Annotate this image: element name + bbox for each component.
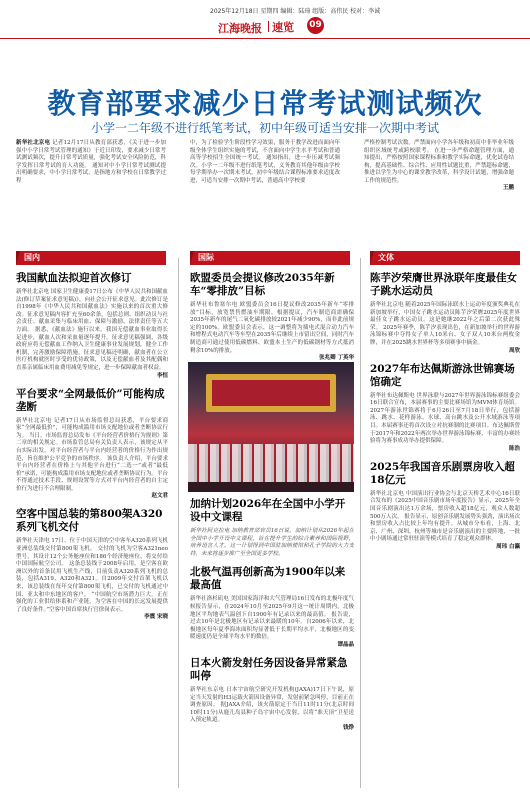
international-bottom: [190, 498, 354, 796]
culture-column: [370, 272, 520, 796]
lead-text-2: 中，为了检验学生阶段性学习效果，服务于教学改进而面向年级全体学生组织实施的考试，不含面向中学生水平考试和普通高等学校招生全国统一考试。 通知指出，进一步压减考试频次。小学一二年级不进行纸笔考试，义务教育其他年级由学校每学期举办一次期末考试，初中年级结合课程标准要求适度改进，可适当安排一次期中考试，普通高中学校要: [190, 140, 340, 184]
lead-column-1: [16, 140, 166, 185]
domestic-column: [16, 272, 168, 796]
article-title: 2025年我国音乐剧票房收入超18亿元: [370, 460, 515, 486]
article: [190, 498, 354, 558]
article-author: 赵文君: [151, 493, 168, 500]
article-author: 钱铮: [342, 724, 354, 731]
article-title: 我国献血法拟迎首次修订: [16, 272, 132, 284]
article-body: 新华社北京电 记者17日从市场监督总局获悉，平台要求商家“全网最低价”，可能构成滥用市场支配地位或者垄断协议行为。 当日，市场监督总局发布《平台经营者价格行为规则》第二章的相关规定。市场监管总局有关负责人表示，该规定从平台实际出发，对平台经营者与平台内经营者的价格行为作出规范，旨在维护公平竞争的市场秩序。 该负责人介绍，平台要求平台内经营者在价格上与其他平台进行“二选一”或者“最低价”承诺，可能构成滥用市场支配地位或者垄断协议行为。平台不得通过技术手段、规则设置等方式对平台内经营者的自主定价行为进行不合理限制。: [16, 417, 168, 492]
article-body: 新华社布达佩斯电 世界泳联与2027年世界游泳锦标赛组委会16日联合宣布，本届赛事的主要比赛场馆为MVM体育场馆。 2027年游泳世锦赛将于6月26日至7月18日举行，包括游泳、跳水、花样游泳、水球、高台跳水及公开水域游泳等项目。本届赛事还将首次设立对抗赛制的比赛项目。布达佩斯曾于2017年和2022年两次举办世界游泳锦标赛，丰富的办赛经验将为赛事成功举办提供保障。: [370, 392, 520, 445]
section-bar-culture: [370, 251, 520, 265]
article-author: 张兆卿 丁英华: [319, 355, 354, 362]
article-author: 谭晶晶: [337, 641, 354, 648]
article-author: 陈浩: [508, 445, 520, 452]
article-body: 新华社洛杉矶电 美国国家海洋和大气管理局16日发布的北极年度气候报告显示，在2024年10月至2025年9月这一统计周期内，北极地区平均地表气温创下自1900年有记录以来的最高值。 报告说，过去10年是北极地区有记录以来最暖的10年。自2006年以来，北极地区每年夏季海冰面积均显著低于长期平均水平，北极地区的变暖速度仍是全球平均水平的数倍。: [190, 596, 354, 641]
lead-subhead: 小学一二年级不进行纸笔考试，初中年级可适当安排一次期中考试: [90, 121, 439, 135]
article-title: 加纳计划2026年在全国中小学开设中文课程: [190, 498, 346, 523]
article-title: 日本火箭发射任务因设备异常紧急叫停: [190, 656, 348, 682]
article: [16, 508, 168, 621]
lead-text-1: 记者12月17日从教育部获悉，《关于进一步加强中小学日常考试管理的通知》于近日印发，要求减少日常考试测试频次，提升日常考试质量，强化考试安全风险防范，科学发挥日常考试的育人功能。 通知对中小学日常考试测试提出明确要求，中小学日常考试，是指地方和学校在日常教学过程: [16, 140, 167, 184]
news-photo: [188, 362, 354, 492]
article-body: 新华社北京电 中国演出行业协会与北京天桥艺术中心16日联合发布的《2025中国音乐剧市场年度报告》显示，2025年全国音乐剧演出达1万余场，票房收入超18亿元，观众人数超500万人次。 报告显示，原创音乐剧发展势头强劲，演出场次和票房收入占比较上年均有提升。从城市分布看，上海、北京、广州、深圳、杭州等城市是音乐剧演出的主要阵地，一批中小剧场通过常驻驻演等模式培育了稳定观众群体。: [370, 490, 520, 543]
article-body: 新华社东京电 日本宇宙航空研究开发机构(JAXA)17日下午说，原定当天发射的H3运载火箭因设备异常，发射前紧急叫停，目前正在调查原因。 据JAXA介绍，该火箭原定于当日11时11分(北京时间10时11分)从鹿儿岛县种子岛宇宙中心发射，以将“准天顶”卫星送入预定轨道。: [190, 686, 354, 724]
lead-author: 王鹏: [502, 185, 514, 191]
photo-stage: [188, 482, 354, 492]
section-label-culture: 文体: [378, 253, 394, 262]
article-author: 李震 宋晓: [144, 614, 168, 621]
article-title: 欧盟委员会提议修改2035年新车“零排放”目标: [190, 272, 335, 297]
masthead-divider: [268, 21, 269, 32]
article-body: 新华社北京电 国家卫生健康委17日公布《中华人民共和国献血法(修订草案征求意见稿)》，向社会公开征求意见。此次修订是自1998年《中华人民共和国献血法》实施以来的首次重大修改。征求意见稿内容扩充至60余条，包括总则、组织动员与社会责任、献血采集与临床用血、保障与激励、法律责任等五大方面。 据悉，《献血法》施行以来，我国无偿献血事业取得长足进步，献血人次和采血量逐年提升。征求意见稿强调，各级政府应将无偿献血工作纳入卫生健康事业发展规划，健全工作机制，完善激励保障措施。征求意见稿还明确，献血者在公立医疗机构就医时享受的优待政策，以及无偿献血者及其配偶和直系亲属临床用血费用减免等规定，进一步保障献血者权益。: [16, 289, 168, 371]
article: [190, 657, 354, 732]
international-top: [190, 272, 354, 362]
lead-headline: 教育部要求减少日常考试测试频次: [47, 87, 483, 120]
article-title: 平台要求“全网最低价”可能构成垄断: [16, 387, 165, 413]
photo-banner-inner: [212, 380, 330, 406]
page-number-badge: 09: [307, 17, 324, 34]
article-author: 周欣: [508, 347, 520, 354]
article: [16, 388, 168, 501]
section-bar-domestic: [16, 251, 166, 265]
lead-column-2: [190, 140, 340, 185]
article-body: 新华社天津电 17日，位于中国天津的空中客车A320系列飞机亚洲总装线交付第800架飞机。 交付的飞机为空客A321neo型号，其设计12个公务舱座位和186个经济舱座位，将交付给中国国际航空公司。 这条总装线于2008年启用，是空客在欧洲以外的首条民用飞机生产线，目前负责A320系列飞机的总装，包括A319、A320和A321。自2009年交付首架飞机以来，该总装线在每年交付第800架飞机，已交付的飞机通过中国、亚太和中东地区的客户。 “中国航空市场潜力巨大，正在强化的工业供给体系和产业链，为空客在中国的长远发展提供了良好条件。”空客中国首席执行官徐岗表示。: [16, 538, 168, 613]
article: [16, 272, 168, 380]
masthead-rule: [0, 38, 530, 39]
article-author: 李恒: [156, 372, 168, 379]
article-author: 周玮 白瀛: [496, 543, 520, 550]
article-title: 2027年布达佩斯游泳世锦赛场馆确定: [370, 362, 515, 388]
bar-accent: [370, 251, 374, 265]
article: [370, 363, 520, 453]
bar-accent: [190, 251, 194, 265]
masthead: [0, 0, 530, 50]
article: [370, 272, 520, 355]
article-title: 空客中国总装的第800架A320系列飞机交付: [16, 508, 163, 534]
article: [190, 566, 354, 649]
section-bar-international: [190, 251, 350, 265]
lead-text-3: 严格控制考试次数。严禁面向小学各年级和初高中非毕业年级组织区域统考或跨校联考。 在进一步严格命题管理方面，通知提出，严格按照国家课程标准和教学实际命题，优化试卷结构，提高基础性、综合性、应用性试题比重，严禁超标命题，推进以学生为中心的课堂教学改革，科学设计试题，增强命题工作的规范性。: [364, 140, 514, 184]
article-title: 陈芋汐荣膺世界泳联年度最佳女子跳水运动员: [370, 272, 517, 297]
section-label-domestic: 国内: [24, 253, 40, 262]
article-body: 新华社布鲁塞尔电 欧盟委员会16日提议修改2035年新车“零排放”目标，放宽禁售燃油车期限。根据提议，汽车制造商需确保2035年新车的尾气二氧化碳排放较2021年减少90%，而非此前规定的100%。欧盟委员会表示，这一调整将为插电式混合动力汽车和增程式电动汽车等车型在2035年后继续上市留出空间，同时汽车制造商可通过使用低碳燃料、欧盟本土生产的低碳钢材等方式抵消剩余10%的排放。: [190, 302, 354, 354]
lead-dateline-source: 新华社北京电: [16, 140, 51, 146]
column-divider: [360, 258, 361, 788]
article-body: 新华社阿克拉电 加纳教育部官员16日说，加纳计划从2026年起在全国中小学开设中文课程，旨在提升学生的综合素养和国际视野，培养语言人才。这一计划得到中国驻加纳使馆和孔子学院的大力支持，未来将逐步推广至全国更多学校。: [190, 528, 354, 557]
article-title: 北极气温再创新高为1900年以来最高值: [190, 566, 346, 592]
article-body: 新华社北京电 随着2025年国际泳联水上运动年度颁奖典礼在新加坡举行，中国女子跳水运动员陈芋汐荣膺2025年度世界最佳女子跳水运动员。这是她继2022年之后第二次获此殊荣。 2025年赛季，陈芋汐表现出色，在新加坡举行的世界游泳锦标赛中夺得女子单人10米台、女子双人10米台两枚金牌，并在2025跳水世界杯等多项赛事中摘金。: [370, 302, 520, 346]
newspaper-logo: 江海晚报: [218, 22, 262, 35]
column-divider: [178, 258, 179, 788]
article: [370, 461, 520, 551]
dateline: 2025年12月18日 星期四 编辑：陆琦 组版：高伟民 校对：李诚: [210, 8, 381, 15]
bar-accent: [16, 251, 20, 265]
section-title: 速览: [272, 21, 294, 34]
section-label-international: 国际: [198, 253, 214, 262]
lead-column-3: [364, 140, 514, 193]
